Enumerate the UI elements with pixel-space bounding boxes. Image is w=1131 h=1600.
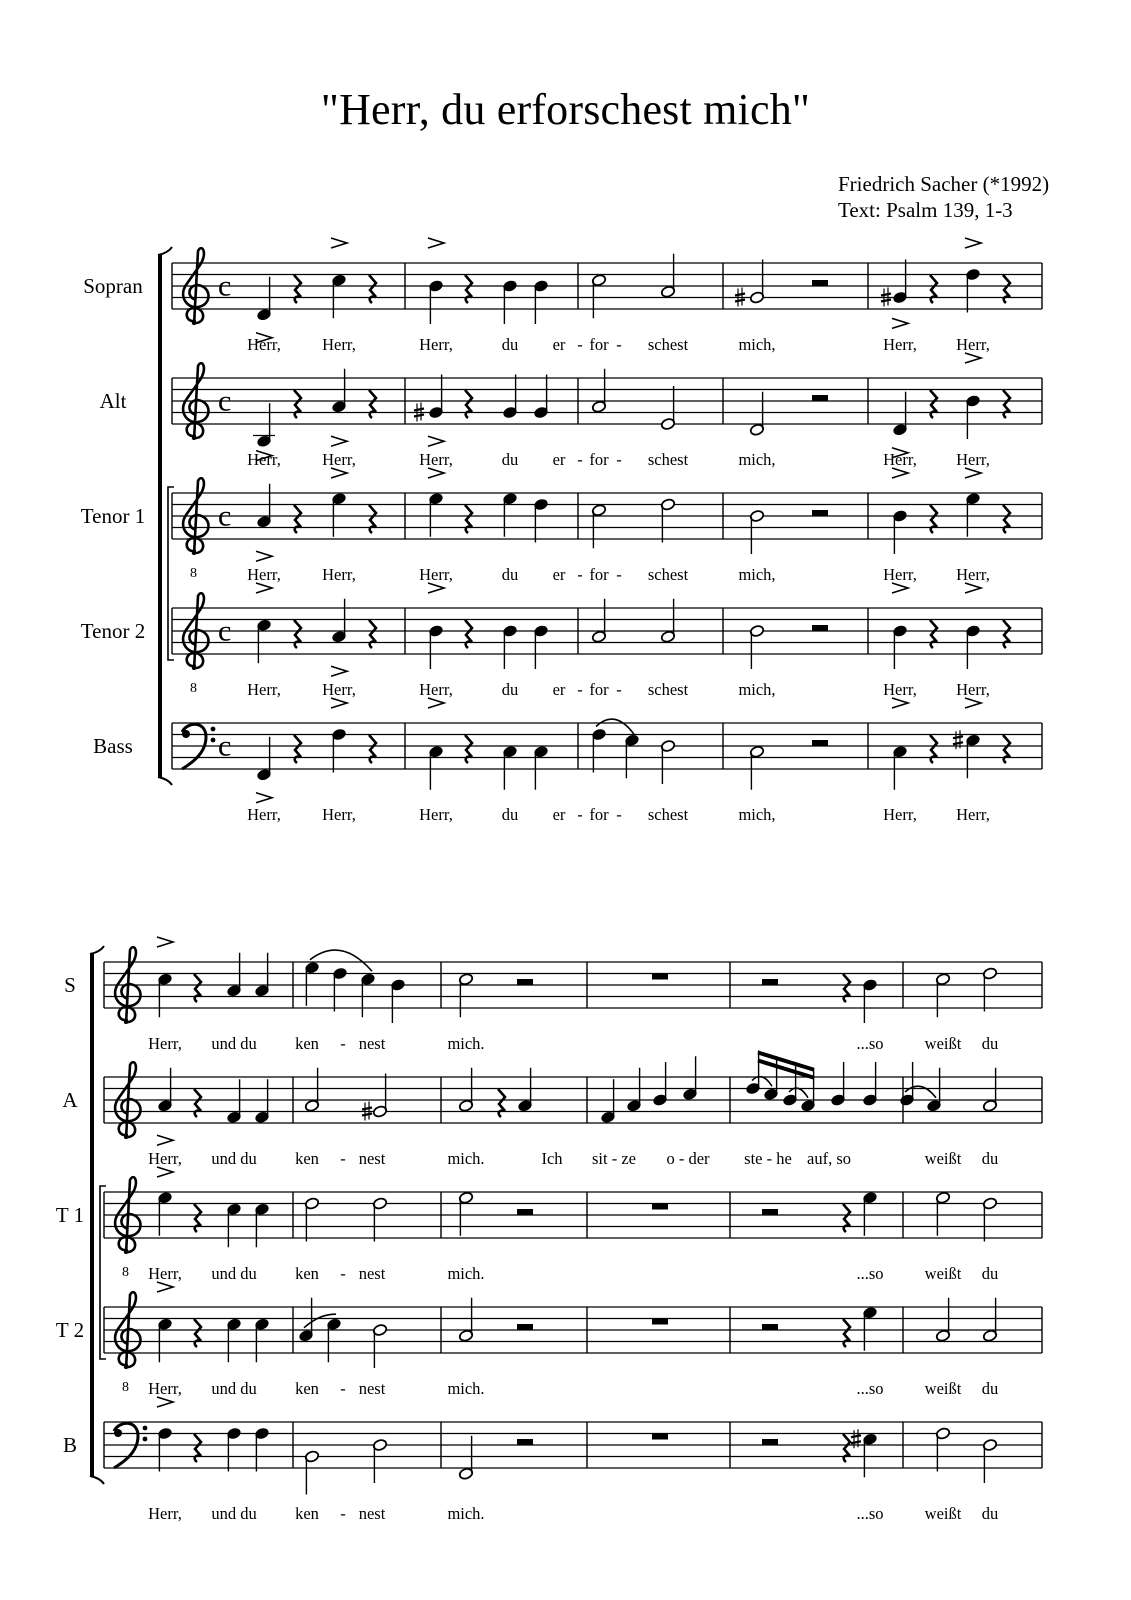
accent [331,238,347,248]
lyric-syllable: mich, [738,565,776,584]
octave-8-marker: 8 [122,1265,129,1280]
accent [892,468,908,478]
lyric-syllable: - [340,1034,346,1053]
quarter-rest [194,1319,201,1347]
lyric-syllable: Herr, [322,680,356,699]
part-name: T 2 [55,1318,85,1342]
lyric-syllable: nest [358,1379,386,1398]
lyric-syllable: er [552,335,566,354]
lyric-syllable: weißt [924,1504,962,1523]
accent [331,436,347,446]
common-time-signature: c [218,384,232,418]
whole-rest [652,1319,668,1325]
whole-rest [652,974,668,980]
lyric-syllable: du [501,450,519,469]
quarter-rest [294,735,301,763]
lyric-syllable: weißt [924,1379,962,1398]
accent [157,1282,173,1292]
accent [331,698,347,708]
accent [965,698,981,708]
system-1-bracket-top [158,247,172,255]
accent [157,937,173,947]
lyric-syllable: for [589,680,609,699]
quarter-rest [194,1089,201,1117]
lyric-syllable: - [616,805,622,824]
accent [892,583,908,593]
part-name: B [62,1433,78,1457]
quarter-rest [369,390,376,418]
octave-8-marker: 8 [190,566,197,581]
lyric-syllable: du [501,805,519,824]
lyric-syllable: for [589,565,609,584]
system-2-bracket-top [90,946,104,954]
lyric-syllable: Herr, [148,1504,182,1523]
quarter-rest [294,505,301,533]
quarter-rest [843,1204,850,1232]
lyric-syllable: - [340,1379,346,1398]
lyric-syllable: du [981,1034,999,1053]
lyric-syllable: - [577,335,583,354]
lyric-syllable: Herr, [419,335,453,354]
quarter-rest [843,974,850,1002]
quarter-rest [294,390,301,418]
quarter-rest [465,620,472,648]
quarter-rest [194,1204,201,1232]
octave-8-marker: 8 [190,681,197,696]
lyric-syllable: ...so [856,1264,884,1283]
quarter-rest [930,620,937,648]
lyric-syllable: du [501,680,519,699]
lyric-syllable: Herr, [322,565,356,584]
lyric-syllable: mich. [447,1034,485,1053]
lyric-syllable: er [552,565,566,584]
accent [157,1167,173,1177]
half-rest [812,510,828,516]
half-rest [812,740,828,746]
quarter-rest [843,1319,850,1347]
lyric-syllable: schest [647,450,689,469]
lyric-syllable: schest [647,335,689,354]
lyric-syllable: - [616,565,622,584]
accent [256,793,272,803]
accent [428,583,444,593]
part-name: Tenor 1 [80,504,146,528]
half-rest [812,625,828,631]
system-2-tenor-bracket [100,1186,106,1359]
lyric-syllable: o - der [666,1149,710,1168]
quarter-rest [1003,505,1010,533]
lyric-syllable: sit - ze [592,1149,636,1168]
half-rest [762,1324,778,1330]
lyric-syllable: du [981,1149,999,1168]
lyric-syllable: weißt [924,1034,962,1053]
lyric-syllable: Herr, [956,805,990,824]
octave-8-marker: 8 [122,1380,129,1395]
quarter-rest [498,1089,505,1117]
accent [428,238,444,248]
half-rest [812,395,828,401]
score-title: "Herr, du erforschest mich" [320,85,811,134]
accent [331,666,347,676]
lyric-syllable: - [340,1264,346,1283]
system-1-tenor-bracket [168,487,174,660]
lyric-syllable: Herr, [419,450,453,469]
part-name: Sopran [83,274,143,298]
lyric-syllable: mich, [738,805,776,824]
lyric-syllable: - [616,335,622,354]
lyric-syllable: Herr, [322,450,356,469]
lyric-syllable: - [616,680,622,699]
quarter-rest [930,390,937,418]
lyric-syllable: Herr, [148,1149,182,1168]
quarter-rest [194,1434,201,1462]
quarter-rest [1003,390,1010,418]
quarter-rest [194,974,201,1002]
lyric-syllable: weißt [924,1149,962,1168]
lyric-syllable: Herr, [419,805,453,824]
half-rest [762,1439,778,1445]
lyric-syllable: Herr, [148,1264,182,1283]
lyric-syllable: er [552,450,566,469]
lyric-syllable: for [589,450,609,469]
lyric-syllable: - [340,1149,346,1168]
lyric-syllable: Herr, [956,450,990,469]
lyric-syllable: Herr, [956,680,990,699]
quarter-rest [294,620,301,648]
quarter-rest [1003,275,1010,303]
lyric-syllable: Herr, [883,450,917,469]
lyric-syllable: er [552,680,566,699]
lyric-syllable: auf, so [807,1149,851,1168]
common-time-signature: c [218,729,232,763]
common-time-signature: c [218,614,232,648]
lyric-syllable: nest [358,1504,386,1523]
lyric-syllable: und du [211,1034,257,1053]
lyric-syllable: ken [295,1034,319,1053]
lyric-syllable: Herr, [322,335,356,354]
bass-clef [182,724,215,769]
quarter-rest [294,275,301,303]
lyric-syllable: mich, [738,450,776,469]
part-name: Tenor 2 [80,619,146,643]
lyric-syllable: du [501,335,519,354]
lyric-syllable: - [577,680,583,699]
quarter-rest [465,505,472,533]
lyric-syllable: Herr, [247,565,281,584]
quarter-rest [369,620,376,648]
lyric-syllable: Herr, [247,450,281,469]
half-rest [517,979,533,985]
slur [310,950,372,971]
whole-rest [652,1204,668,1210]
accent [428,698,444,708]
accent [965,583,981,593]
half-rest [517,1209,533,1215]
lyric-syllable: ken [295,1149,319,1168]
accent [428,436,444,446]
lyric-syllable: Herr, [148,1034,182,1053]
lyric-syllable: Herr, [247,680,281,699]
lyric-syllable: nest [358,1034,386,1053]
bass-clef [114,1423,147,1468]
whole-rest [652,1434,668,1440]
lyric-syllable: und du [211,1379,257,1398]
lyric-syllable: du [981,1504,999,1523]
accent [892,318,908,328]
lyric-syllable: weißt [924,1264,962,1283]
lyric-syllable: Herr, [322,805,356,824]
lyric-syllable: - [577,805,583,824]
lyric-syllable: mich, [738,680,776,699]
lyric-syllable: und du [211,1149,257,1168]
lyric-syllable: mich. [447,1379,485,1398]
lyric-syllable: for [589,805,609,824]
quarter-rest [465,390,472,418]
lyric-syllable: schest [647,565,689,584]
lyric-syllable: Ich [541,1149,563,1168]
quarter-rest [843,1434,850,1462]
half-rest [762,1209,778,1215]
lyric-syllable: - [577,565,583,584]
lyric-syllable: Herr, [883,335,917,354]
system-1-bracket-bottom [158,777,172,785]
lyric-syllable: for [589,335,609,354]
lyric-syllable: Herr, [419,565,453,584]
quarter-rest [465,275,472,303]
accent [256,583,272,593]
lyric-syllable: Herr, [148,1379,182,1398]
lyric-syllable: mich. [447,1149,485,1168]
part-name: S [64,973,76,997]
half-rest [812,280,828,286]
lyric-syllable: - [340,1504,346,1523]
lyric-syllable: Herr, [247,335,281,354]
notes-layer [157,238,1010,1495]
lyric-syllable: ste - he [744,1149,792,1168]
lyric-syllable: du [981,1264,999,1283]
half-rest [517,1439,533,1445]
accent [157,1397,173,1407]
quarter-rest [465,735,472,763]
quarter-rest [369,735,376,763]
lyric-syllable: Herr, [956,335,990,354]
accent [157,1135,173,1145]
lyric-syllable: Herr, [883,565,917,584]
part-name: Alt [99,389,127,413]
lyric-syllable: du [981,1379,999,1398]
quarter-rest [930,275,937,303]
lyric-syllable: ken [295,1264,319,1283]
accent [331,468,347,478]
text-source-credit: Text: Psalm 139, 1-3 [838,198,1013,222]
lyric-syllable: nest [358,1149,386,1168]
lyric-syllable: mich. [447,1504,485,1523]
accent [965,353,981,363]
quarter-rest [369,275,376,303]
composer-credit: Friedrich Sacher (*1992) [838,172,1050,196]
accent [965,238,981,248]
accent [256,551,272,561]
part-name: Bass [93,734,133,758]
part-name: T 1 [55,1203,85,1227]
lyric-syllable: du [501,565,519,584]
lyric-syllable: Herr, [956,565,990,584]
quarter-rest [930,735,937,763]
common-time-signature: c [218,269,232,303]
half-rest [762,979,778,985]
quarter-rest [1003,735,1010,763]
lyric-syllable: Herr, [883,805,917,824]
lyric-syllable: ...so [856,1034,884,1053]
lyric-syllable: ...so [856,1504,884,1523]
lyric-syllable: ken [295,1379,319,1398]
lyric-syllable: und du [211,1264,257,1283]
lyric-syllable: ken [295,1504,319,1523]
system-2-bracket-bottom [90,1476,104,1484]
part-name: A [62,1088,78,1112]
common-time-signature: c [218,499,232,533]
lyric-syllable: nest [358,1264,386,1283]
lyric-syllable: mich, [738,335,776,354]
lyric-syllable: er [552,805,566,824]
lyric-syllable: schest [647,680,689,699]
lyric-syllable: schest [647,805,689,824]
accent [428,468,444,478]
accent [965,468,981,478]
quarter-rest [930,505,937,533]
lyric-syllable: - [577,450,583,469]
lyric-syllable: Herr, [419,680,453,699]
quarter-rest [369,505,376,533]
lyric-syllable: ...so [856,1379,884,1398]
lyric-syllable: und du [211,1504,257,1523]
half-rest [517,1324,533,1330]
lyric-syllable: Herr, [247,805,281,824]
lyric-syllable: mich. [447,1264,485,1283]
accent [892,698,908,708]
lyric-syllable: Herr, [883,680,917,699]
quarter-rest [1003,620,1010,648]
lyric-syllable: - [616,450,622,469]
